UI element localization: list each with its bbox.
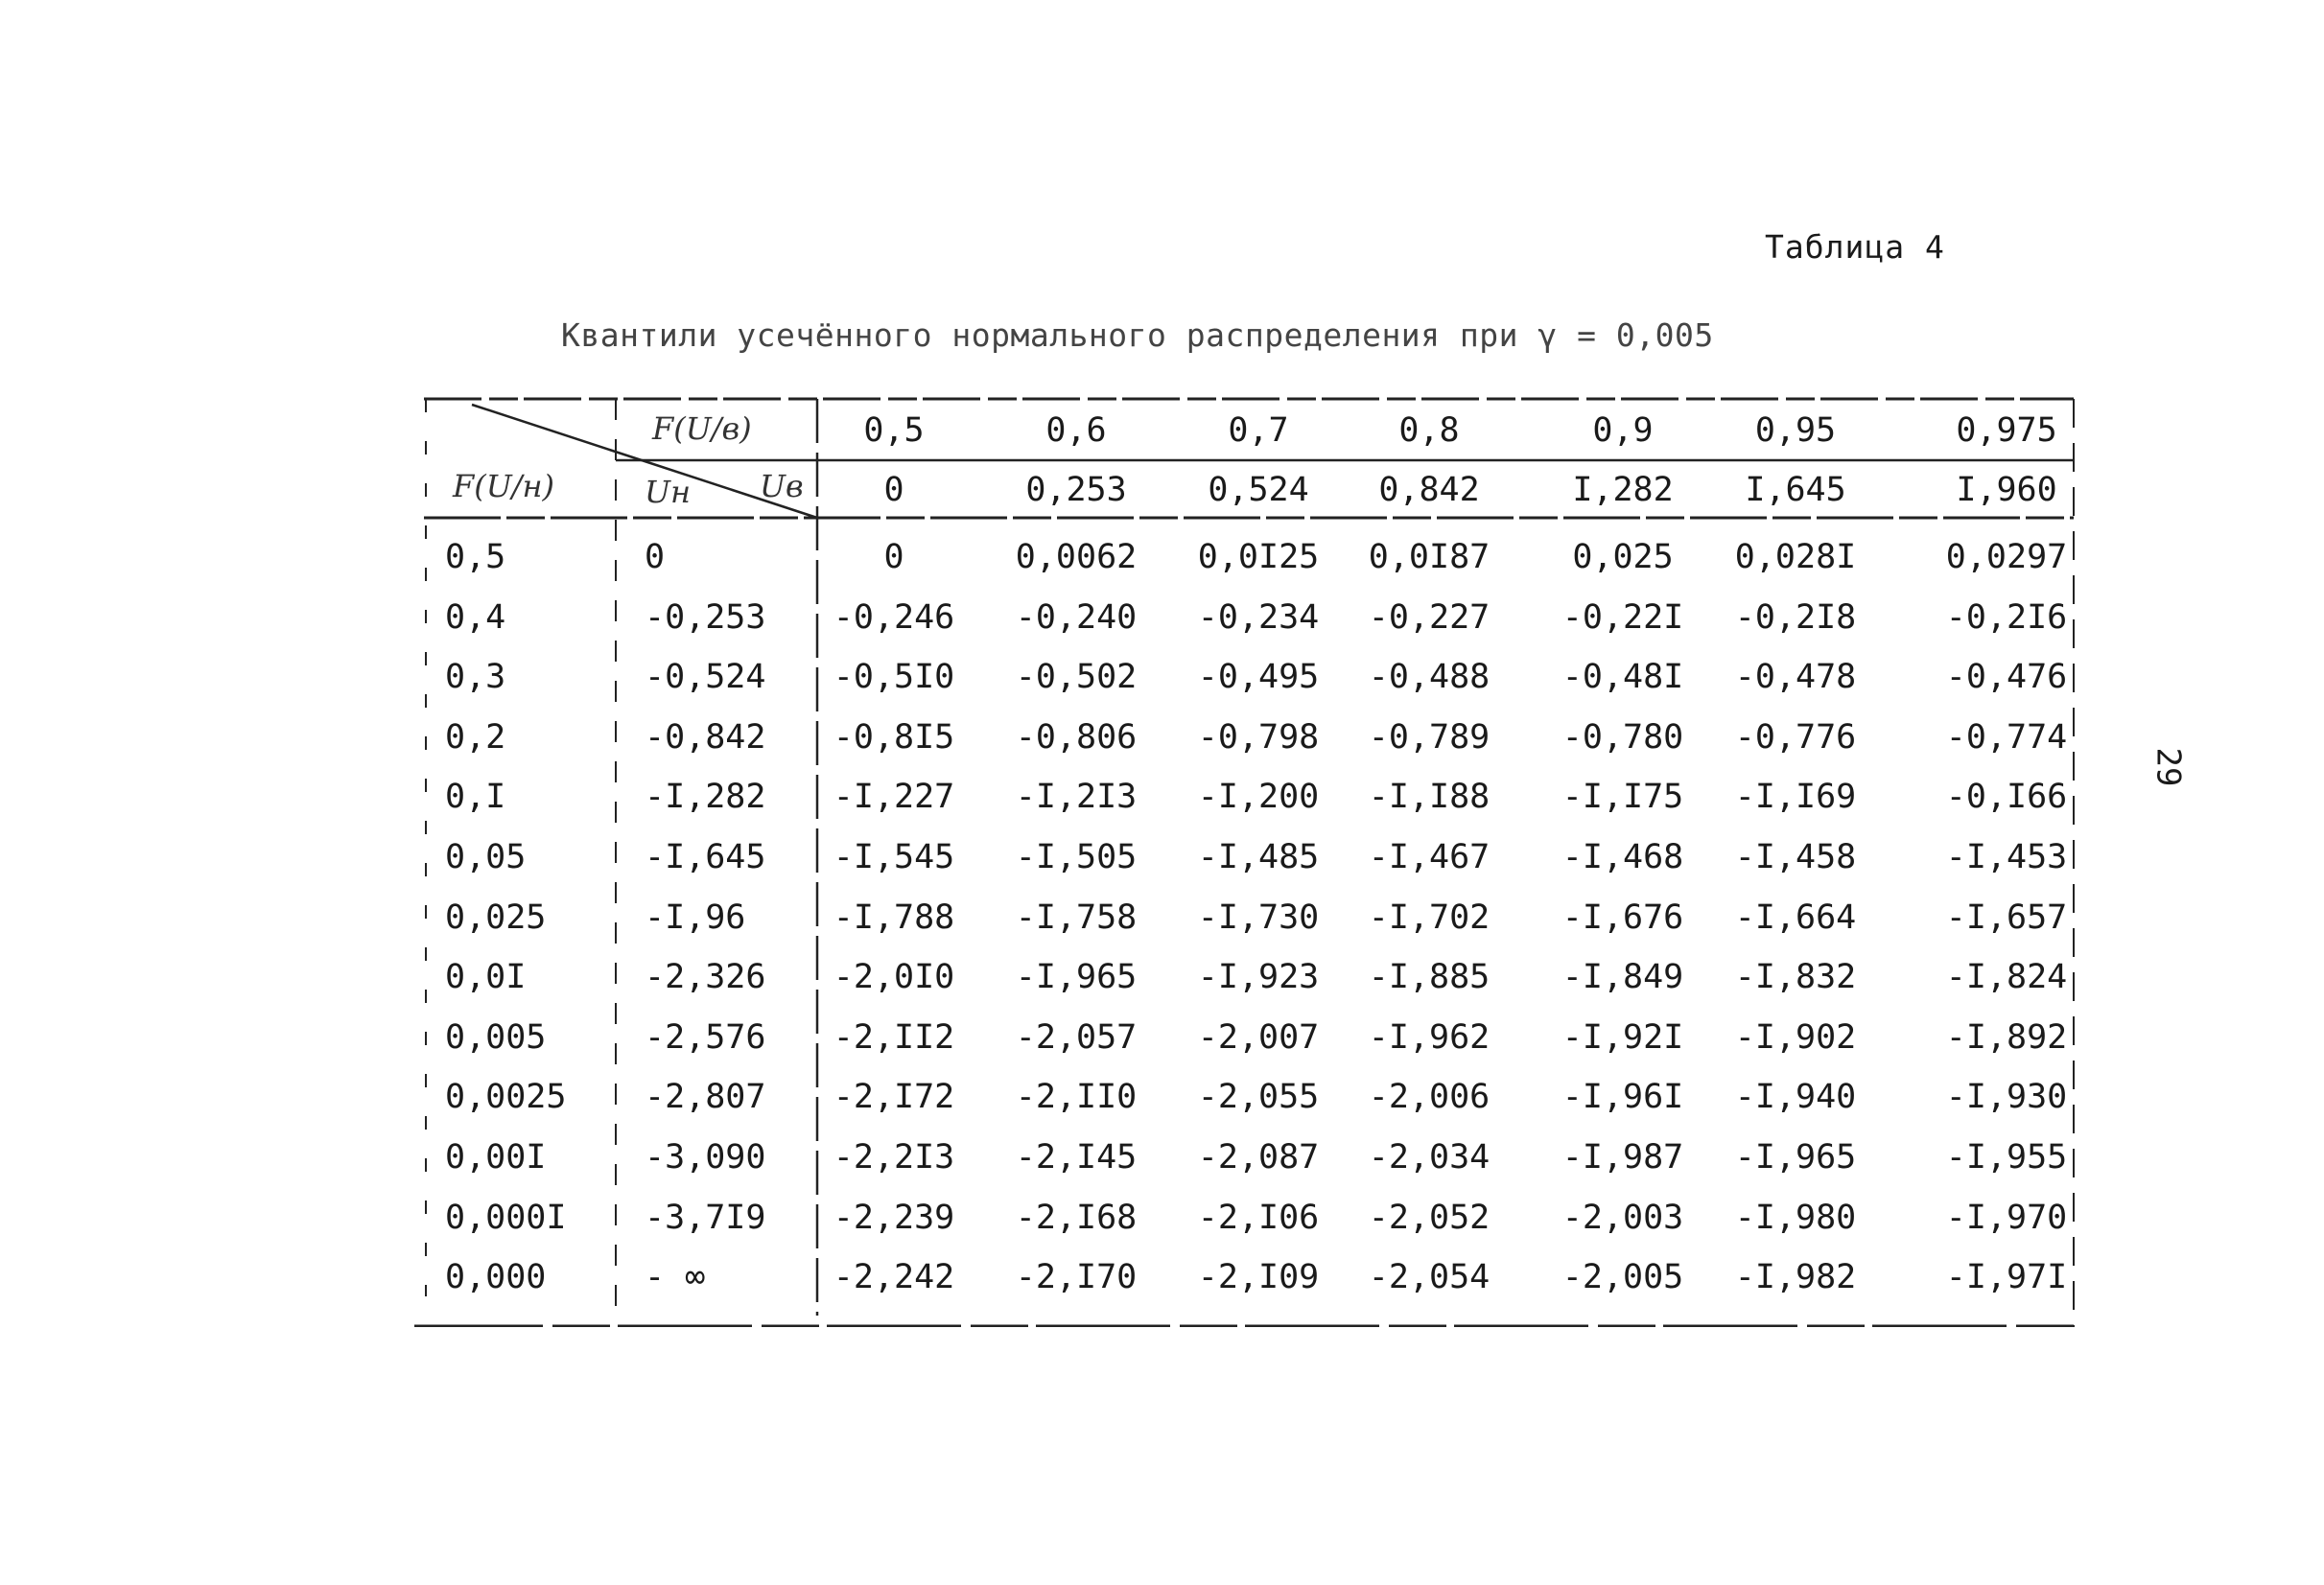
row-f-value: 0,0I <box>445 958 527 997</box>
row-quantile-value: -2,I72 <box>833 1078 955 1117</box>
row-quantile-value: -2,II0 <box>1015 1078 1138 1117</box>
row-quantile-value: -I,758 <box>1015 897 1138 937</box>
row-quantile-value: -0,227 <box>1368 597 1491 637</box>
row-quantile-value: -I,467 <box>1368 838 1491 876</box>
row-quantile-value: -2,052 <box>1368 1198 1491 1237</box>
table-row <box>414 1008 2083 1067</box>
row-quantile-value: -I,545 <box>833 838 955 876</box>
row-quantile-value: -0,22I <box>1561 597 1684 637</box>
row-quantile-value: -2,0I0 <box>833 958 955 997</box>
row-quantile-value: -I,970 <box>1945 1198 2068 1237</box>
row-quantile-value: -0,776 <box>1734 717 1857 757</box>
row-quantile-value: 0,0297 <box>1945 538 2068 576</box>
row-quantile-value: -0,8I5 <box>833 717 955 757</box>
table-row <box>414 588 2083 647</box>
row-quantile-value: -2,I70 <box>1015 1258 1138 1297</box>
row-quantile-value: -0,495 <box>1197 658 1320 697</box>
row-quantile-value: -I,505 <box>1015 838 1138 876</box>
corner-label-mid: Uн <box>645 474 692 510</box>
row-u-value: -3,7I9 <box>645 1198 766 1237</box>
table-row <box>414 767 2083 827</box>
row-quantile-value: -I,980 <box>1734 1198 1857 1237</box>
row-f-value: 0,05 <box>445 838 527 876</box>
row-quantile-value: -2,I09 <box>1197 1258 1320 1297</box>
row-quantile-value: 0,0I25 <box>1197 538 1320 576</box>
row-quantile-value: -I,982 <box>1734 1258 1857 1297</box>
header-u-cell: 0,253 <box>1025 471 1127 509</box>
row-quantile-value: -2,242 <box>833 1258 955 1297</box>
row-quantile-value: 0,028I <box>1734 538 1857 576</box>
row-f-value: 0,000 <box>445 1258 547 1297</box>
table-row <box>414 708 2083 767</box>
row-quantile-value: -0,488 <box>1368 658 1491 697</box>
row-quantile-value: -I,730 <box>1197 897 1320 937</box>
row-quantile-value: -I,I75 <box>1561 778 1684 817</box>
row-quantile-value: -2,I45 <box>1015 1138 1138 1177</box>
row-quantile-value: -0,476 <box>1945 658 2068 697</box>
row-u-value: -2,326 <box>645 958 766 997</box>
row-quantile-value: -I,902 <box>1734 1017 1857 1057</box>
table-row <box>414 1188 2083 1247</box>
row-quantile-value: -I,940 <box>1734 1078 1857 1117</box>
header-p-cell: 0,6 <box>1045 411 1107 450</box>
table-row <box>414 527 2083 587</box>
row-quantile-value: -I,664 <box>1734 897 1857 937</box>
row-quantile-value: -0,798 <box>1197 717 1320 757</box>
row-u-value: -0,842 <box>645 717 766 757</box>
corner-label-mid-right: Uв <box>760 468 804 504</box>
row-quantile-value: -0,48I <box>1561 658 1684 697</box>
row-u-value: 0 <box>645 538 666 576</box>
row-quantile-value: -2,239 <box>833 1198 955 1237</box>
row-f-value: 0,0025 <box>445 1078 567 1117</box>
row-quantile-value: -I,92I <box>1561 1017 1684 1057</box>
row-quantile-value: -0,2I6 <box>1945 597 2068 637</box>
header-u-cell: I,645 <box>1745 471 1846 509</box>
row-quantile-value: -I,485 <box>1197 838 1320 876</box>
table-row <box>414 947 2083 1007</box>
row-quantile-value: 0 <box>883 538 904 576</box>
row-quantile-value: -2,055 <box>1197 1078 1320 1117</box>
row-quantile-value: -I,657 <box>1945 897 2068 937</box>
table-label: Таблица 4 <box>1765 228 1945 266</box>
row-quantile-value: -0,2I8 <box>1734 597 1857 637</box>
row-quantile-value: -I,892 <box>1945 1017 2068 1057</box>
table-row <box>414 888 2083 947</box>
row-f-value: 0,005 <box>445 1017 547 1057</box>
row-quantile-value: -I,458 <box>1734 838 1857 876</box>
header-u-cell: I,282 <box>1572 471 1674 509</box>
row-quantile-value: -0,I66 <box>1945 778 2068 817</box>
row-quantile-value: 0,0062 <box>1015 538 1138 576</box>
row-quantile-value: -0,5I0 <box>833 658 955 697</box>
header-u-cell: 0 <box>883 471 904 509</box>
row-quantile-value: -I,965 <box>1734 1138 1857 1177</box>
row-quantile-value: -I,I69 <box>1734 778 1857 817</box>
row-quantile-value: -2,034 <box>1368 1138 1491 1177</box>
row-quantile-value: -0,774 <box>1945 717 2068 757</box>
row-quantile-value: -I,832 <box>1734 958 1857 997</box>
header-p-cell: 0,95 <box>1754 411 1837 450</box>
row-quantile-value: -0,478 <box>1734 658 1857 697</box>
row-quantile-value: 0,0I87 <box>1368 538 1491 576</box>
row-f-value: 0,025 <box>445 897 547 937</box>
row-quantile-value: -2,057 <box>1015 1017 1138 1057</box>
row-quantile-value: -I,468 <box>1561 838 1684 876</box>
row-quantile-value: -I,923 <box>1197 958 1320 997</box>
row-u-value: -I,282 <box>645 778 766 817</box>
row-quantile-value: -2,I68 <box>1015 1198 1138 1237</box>
header-p-cell: 0,8 <box>1398 411 1460 450</box>
row-quantile-value: -I,702 <box>1368 897 1491 937</box>
header-u-cell: 0,842 <box>1378 471 1480 509</box>
row-f-value: 0,5 <box>445 538 506 576</box>
row-f-value: 0,I <box>445 778 506 817</box>
quantile-table <box>414 395 2083 1327</box>
table-row <box>414 647 2083 707</box>
row-f-value: 0,2 <box>445 717 506 757</box>
row-quantile-value: -I,824 <box>1945 958 2068 997</box>
row-u-value: -I,96 <box>645 897 746 937</box>
row-quantile-value: -2,005 <box>1561 1258 1684 1297</box>
header-p-cell: 0,975 <box>1956 411 2057 450</box>
table-row <box>414 1067 2083 1127</box>
row-quantile-value: -I,2I3 <box>1015 778 1138 817</box>
row-u-value: -0,253 <box>645 597 766 637</box>
header-u-cell: I,960 <box>1956 471 2057 509</box>
row-quantile-value: -0,789 <box>1368 717 1491 757</box>
row-quantile-value: -2,087 <box>1197 1138 1320 1177</box>
row-u-value: -2,807 <box>645 1078 766 1117</box>
row-quantile-value: -I,227 <box>833 778 955 817</box>
table-row <box>414 827 2083 887</box>
row-quantile-value: -0,780 <box>1561 717 1684 757</box>
row-u-value: -I,645 <box>645 838 766 876</box>
table-caption: Квантили усечённого нормального распределения при γ = 0,005 <box>561 316 1714 354</box>
table-row <box>414 1247 2083 1307</box>
row-quantile-value: -0,234 <box>1197 597 1320 637</box>
row-quantile-value: -0,240 <box>1015 597 1138 637</box>
row-quantile-value: -0,246 <box>833 597 955 637</box>
corner-label-left: F(U/н) <box>453 468 554 504</box>
row-quantile-value: -I,96I <box>1561 1078 1684 1117</box>
row-quantile-value: -0,502 <box>1015 658 1138 697</box>
row-quantile-value: -2,006 <box>1368 1078 1491 1117</box>
row-u-value: - ∞ <box>645 1258 706 1297</box>
row-quantile-value: -2,2I3 <box>833 1138 955 1177</box>
row-u-value: -0,524 <box>645 658 766 697</box>
row-quantile-value: -I,I88 <box>1368 778 1491 817</box>
row-quantile-value: -2,003 <box>1561 1198 1684 1237</box>
row-quantile-value: -I,930 <box>1945 1078 2068 1117</box>
row-quantile-value: -I,97I <box>1945 1258 2068 1297</box>
row-quantile-value: -2,I06 <box>1197 1198 1320 1237</box>
row-quantile-value: -I,200 <box>1197 778 1320 817</box>
row-quantile-value: -I,965 <box>1015 958 1138 997</box>
row-quantile-value: -I,885 <box>1368 958 1491 997</box>
row-quantile-value: -2,054 <box>1368 1258 1491 1297</box>
row-quantile-value: -2,007 <box>1197 1017 1320 1057</box>
row-quantile-value: -0,806 <box>1015 717 1138 757</box>
row-f-value: 0,000I <box>445 1198 567 1237</box>
row-f-value: 0,00I <box>445 1138 547 1177</box>
row-quantile-value: -2,II2 <box>833 1017 955 1057</box>
page-number: 29 <box>2148 747 2188 787</box>
row-u-value: -2,576 <box>645 1017 766 1057</box>
row-u-value: -3,090 <box>645 1138 766 1177</box>
row-quantile-value: -I,788 <box>833 897 955 937</box>
table-row <box>414 1128 2083 1187</box>
row-f-value: 0,3 <box>445 658 506 697</box>
row-quantile-value: -I,955 <box>1945 1138 2068 1177</box>
row-quantile-value: -I,962 <box>1368 1017 1491 1057</box>
header-p-cell: 0,5 <box>863 411 925 450</box>
header-u-cell: 0,524 <box>1208 471 1309 509</box>
row-quantile-value: -I,987 <box>1561 1138 1684 1177</box>
row-quantile-value: 0,025 <box>1572 538 1674 576</box>
row-quantile-value: -I,453 <box>1945 838 2068 876</box>
header-p-cell: 0,7 <box>1228 411 1289 450</box>
row-f-value: 0,4 <box>445 597 506 637</box>
corner-label-top: F(U/в) <box>652 410 752 447</box>
row-quantile-value: -I,849 <box>1561 958 1684 997</box>
row-quantile-value: -I,676 <box>1561 897 1684 937</box>
header-p-cell: 0,9 <box>1592 411 1654 450</box>
